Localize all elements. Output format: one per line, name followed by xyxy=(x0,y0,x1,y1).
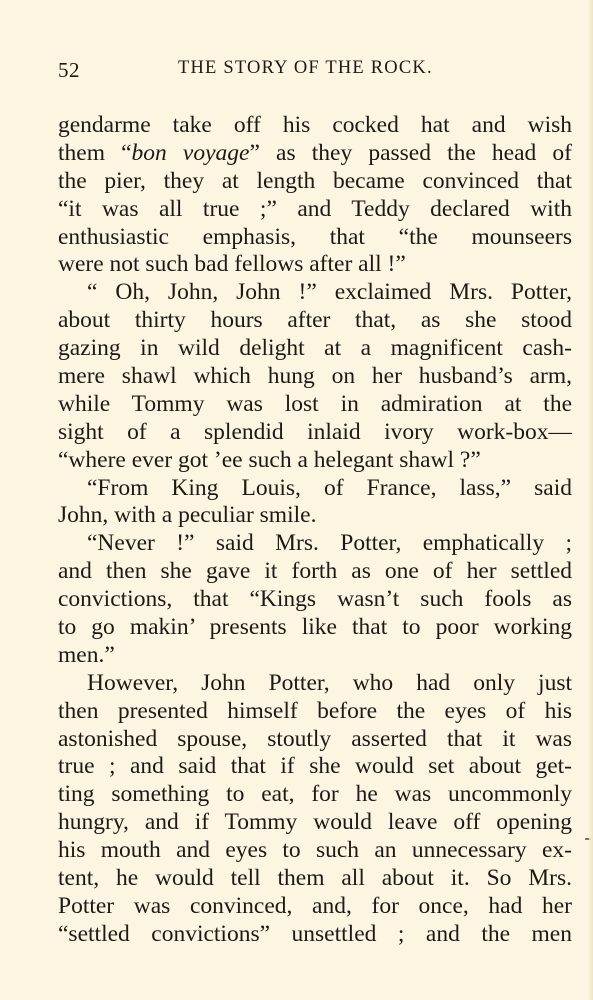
page-header xyxy=(58,58,570,84)
text-line: while Tommy was lost in admiration at the xyxy=(58,390,572,417)
text-line: “it was all true ;” and Teddy declared with xyxy=(58,195,572,222)
text-line: mere shawl which hung on her husband’s arm, xyxy=(58,363,572,390)
text-line: them “bon voyage” as they passed the head of xyxy=(58,139,572,166)
text-line: the pier, they at length became convinced that xyxy=(58,167,572,194)
text-line: gendarme take off his cocked hat and wish xyxy=(58,112,572,138)
text-line: true ; and said that if she would set about get- xyxy=(58,753,572,780)
text-line: John, with a peculiar smile. xyxy=(58,502,317,529)
text-line: “settled convictions” unsettled ; and the men xyxy=(58,920,572,947)
text-line: tent, he would tell them all about it. So Mrs. xyxy=(58,865,572,892)
text-line: However, John Potter, who had only just xyxy=(87,669,572,696)
text-line: ting something to eat, for he was uncommonly xyxy=(58,781,572,808)
text-line: astonished spouse, stoutly asserted that it was xyxy=(58,725,572,752)
text-line: enthusiastic emphasis, that “the mounseers xyxy=(58,223,572,250)
text-line: men.” xyxy=(58,641,115,668)
text-line: his mouth and eyes to such an unnecessary ex- xyxy=(58,837,572,864)
text-line: sight of a splendid inlaid ivory work-box— xyxy=(58,418,572,445)
text-line: gazing in wild delight at a magnificent cash- xyxy=(58,335,572,362)
text-line: “where ever got ’ee such a helegant shawl ?” xyxy=(58,446,481,473)
text-line: Potter was convinced, and, for once, had her xyxy=(58,892,572,919)
running-head: THE STORY OF THE ROCK. xyxy=(178,58,433,78)
text-line: “ Oh, John, John !” exclaimed Mrs. Potter, xyxy=(87,279,572,306)
text-line: then presented himself before the eyes of his xyxy=(58,697,572,724)
text-line: “From King Louis, of France, lass,” said xyxy=(87,474,572,501)
page-edge-shadow xyxy=(589,0,593,1000)
page-number: 52 xyxy=(58,58,80,82)
body-text xyxy=(58,112,572,949)
text-line: were not such bad fellows after all !” xyxy=(58,251,406,278)
text-line: “Never !” said Mrs. Potter, emphatically ; xyxy=(87,530,572,557)
text-line: convictions, that “Kings wasn’t such fools as xyxy=(58,586,572,613)
text-line: hungry, and if Tommy would leave off opening xyxy=(58,809,572,836)
italic-phrase: bon voyage xyxy=(131,139,250,166)
text-line: and then she gave it forth as one of her settled xyxy=(58,558,572,585)
text-line: to go makin’ presents like that to poor working xyxy=(58,614,572,641)
text-line: about thirty hours after that, as she stood xyxy=(58,307,572,334)
